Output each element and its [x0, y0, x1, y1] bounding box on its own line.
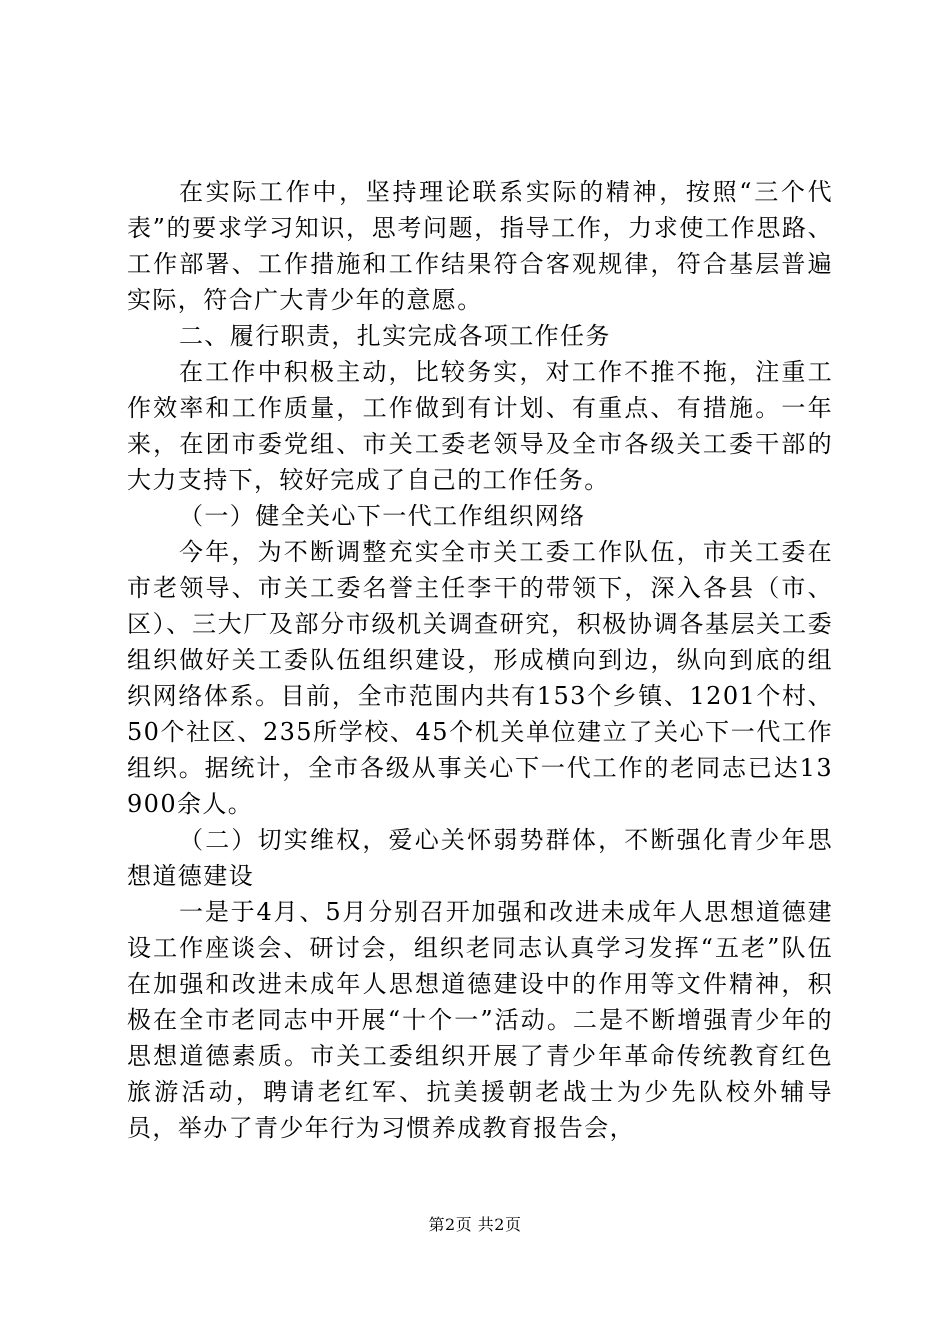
paragraph-intro: 在实际工作中，坚持理论联系实际的精神，按照“三个代表”的要求学习知识，思考问题，指导工作，力求使工作思路、工作部署、工作措施和工作结果符合客观规律，符合基层普遍实际，符合广大青少年的意愿。	[127, 178, 833, 314]
subheading-network: （一）健全关心下一代工作组织网络	[179, 502, 586, 530]
paragraph-duties: 在工作中积极主动，比较务实，对工作不推不拖，注重工作效率和工作质量，工作做到有计划、有重点、有措施。一年来，在团市委党组、市关工委老领导及全市各级关工委干部的大力支持下，较好完成了自己的工作任务。	[127, 358, 833, 494]
page-footer	[0, 1213, 950, 1237]
section-heading-duties: 二、履行职责，扎实完成各项工作任务	[179, 322, 611, 350]
page-number: 第2页	[428, 1215, 473, 1234]
subheading-rights: （二）切实维权，爱心关怀弱势群体，不断强化青少年思想道德建设	[127, 826, 833, 890]
document-body	[127, 174, 833, 1146]
paragraph-rights: 一是于4月、5月分别召开加强和改进未成年人思想道德建设工作座谈会、研讨会，组织老同志认真学习发挥“五老”队伍在加强和改进未成年人思想道德建设中的作用等文件精神，积极在全市老同志中开展“十个一”活动。二是不断增强青少年的思想道德素质。市关工委组织开展了青少年革命传统教育红色旅游活动，聘请老红军、抗美援朝老战士为少先队校外辅导员，举办了青少年行为习惯养成教育报告会，	[127, 898, 833, 1142]
paragraph-network: 今年，为不断调整充实全市关工委工作队伍，市关工委在市老领导、市关工委名誉主任李干的带领下，深入各县（市、区）、三大厂及部分市级机关调查研究，积极协调各基层关工委组织做好关工委队伍组织建设，形成横向到边，纵向到底的组织网络体系。目前，全市范围内共有153个乡镇、1201个村、50个社区、235所学校、45个机关单位建立了关心下一代工作组织。据统计，全市各级从事关心下一代工作的老同志已达13900余人。	[127, 538, 833, 818]
page-total: 共2页	[477, 1215, 522, 1234]
